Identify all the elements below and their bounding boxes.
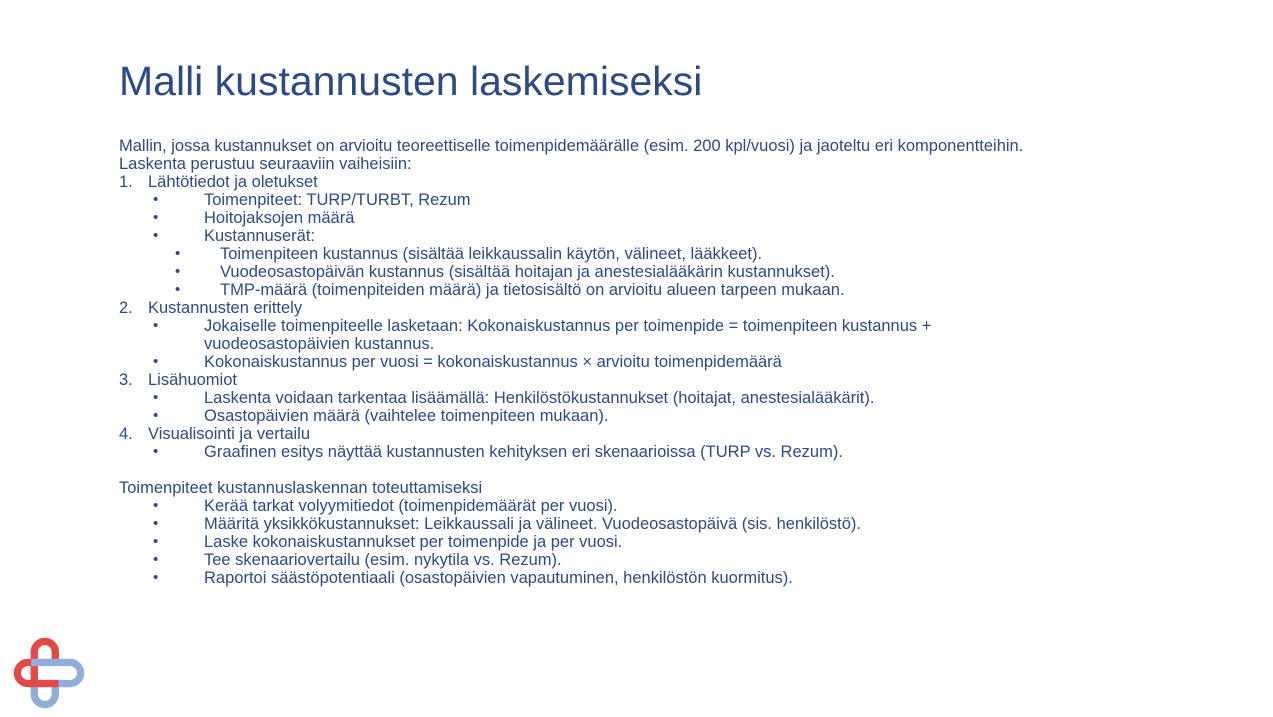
list-number: 4.: [119, 425, 133, 443]
text-line: [119, 533, 1264, 551]
text-line: [119, 497, 1264, 515]
bullet-icon: •: [153, 317, 159, 334]
bullet-icon: •: [153, 191, 159, 208]
text-line: [119, 281, 1264, 299]
bullet-icon: •: [175, 281, 181, 298]
text-line: [119, 461, 1264, 479]
text-line: [119, 443, 1264, 461]
text-line: [119, 479, 1264, 497]
text-line-content: Vuodeosastopäivän kustannus (sisältää hoitajan ja anestesialääkärin kustannukset).: [220, 263, 835, 281]
text-line-content: Lisähuomiot: [148, 371, 237, 389]
text-line-content: Kokonaiskustannus per vuosi = kokonaiskustannus × arvioitu toimenpidemäärä: [204, 353, 782, 371]
slide-title: Malli kustannusten laskemiseksi: [119, 58, 703, 104]
text-line: [119, 137, 1264, 155]
text-line: [119, 515, 1264, 533]
text-line-content: Toimenpiteet: TURP/TURBT, Rezum: [204, 191, 471, 209]
text-line: [119, 317, 1264, 335]
text-line-content: Osastopäivien määrä (vaihtelee toimenpiteen mukaan).: [204, 407, 609, 425]
bullet-icon: •: [175, 245, 181, 262]
text-line: [119, 407, 1264, 425]
text-line: [119, 425, 1264, 443]
bullet-icon: •: [153, 227, 159, 244]
bullet-icon: •: [153, 443, 159, 460]
text-line: [119, 371, 1264, 389]
bullet-icon: •: [153, 497, 159, 514]
text-line-content: Hoitojaksojen määrä: [204, 209, 355, 227]
text-line-content: Lähtötiedot ja oletukset: [148, 173, 318, 191]
text-line-content: Graafinen esitys näyttää kustannusten kehityksen eri skenaarioissa (TURP vs. Rezum).: [204, 443, 843, 461]
text-line-content: Kerää tarkat volyymitiedot (toimenpidemäärät per vuosi).: [204, 497, 618, 515]
text-line: [119, 299, 1264, 317]
text-line-content: Toimenpiteen kustannus (sisältää leikkaussalin käytön, välineet, lääkkeet).: [220, 245, 763, 263]
text-line-content: Laske kokonaiskustannukset per toimenpide ja per vuosi.: [204, 533, 623, 551]
list-number: 3.: [119, 371, 133, 389]
text-line: [119, 191, 1264, 209]
bullet-icon: •: [153, 569, 159, 586]
content-lines: [119, 137, 1264, 587]
bullet-icon: •: [153, 389, 159, 406]
bullet-icon: •: [153, 407, 159, 424]
bullet-icon: •: [153, 551, 159, 568]
text-line-content: Laskenta voidaan tarkentaa lisäämällä: Henkilöstökustannukset (hoitajat, anestesialääkärit).: [204, 389, 875, 407]
text-line-content: Määritä yksikkökustannukset: Leikkaussali ja välineet. Vuodeosastopäivä (sis. henkilöstö).: [204, 515, 861, 533]
bullet-icon: •: [153, 209, 159, 226]
text-line-content: Jokaiselle toimenpiteelle lasketaan: Kokonaiskustannus per toimenpide = toimenpiteen kustannus +: [204, 317, 932, 335]
text-line-content: Tee skenaariovertailu (esim. nykytila vs. Rezum).: [204, 551, 562, 569]
text-line-content: Laskenta perustuu seuraaviin vaiheisiin:: [119, 155, 412, 173]
text-line: [119, 263, 1264, 281]
list-number: 2.: [119, 299, 133, 317]
text-line-content: Mallin, jossa kustannukset on arvioitu teoreettiselle toimenpidemäärälle (esim. 200 kpl/vuosi) ja jaoteltu eri komponentteihin.: [119, 137, 1024, 155]
text-line: [119, 209, 1264, 227]
text-line-content: Raportoi säästöpotentiaali (osastopäivien vapautuminen, henkilöstön kuormitus).: [204, 569, 793, 587]
text-line: [119, 155, 1264, 173]
bullet-icon: •: [153, 533, 159, 550]
text-line: [119, 389, 1264, 407]
text-line-content: TMP-määrä (toimenpiteiden määrä) ja tietosisältö on arvioitu alueen tarpeen mukaan.: [220, 281, 845, 299]
interlocking-cross-logo-icon: [9, 633, 89, 713]
text-line: [119, 569, 1264, 587]
text-line: [119, 227, 1264, 245]
text-line: [119, 353, 1264, 371]
bullet-icon: •: [175, 263, 181, 280]
bullet-icon: •: [153, 353, 159, 370]
text-line-content: Toimenpiteet kustannuslaskennan toteuttamiseksi: [119, 479, 483, 497]
text-line-content: Kustannuserät:: [204, 227, 315, 245]
text-line-content: vuodeosastopäivien kustannus.: [204, 335, 435, 353]
text-line: [119, 173, 1264, 191]
text-line: [119, 245, 1264, 263]
list-number: 1.: [119, 173, 133, 191]
text-line: [119, 551, 1264, 569]
bullet-icon: •: [153, 515, 159, 532]
text-line-content: Visualisointi ja vertailu: [148, 425, 311, 443]
text-line-content: Kustannusten erittely: [148, 299, 303, 317]
text-line: [119, 335, 1264, 353]
